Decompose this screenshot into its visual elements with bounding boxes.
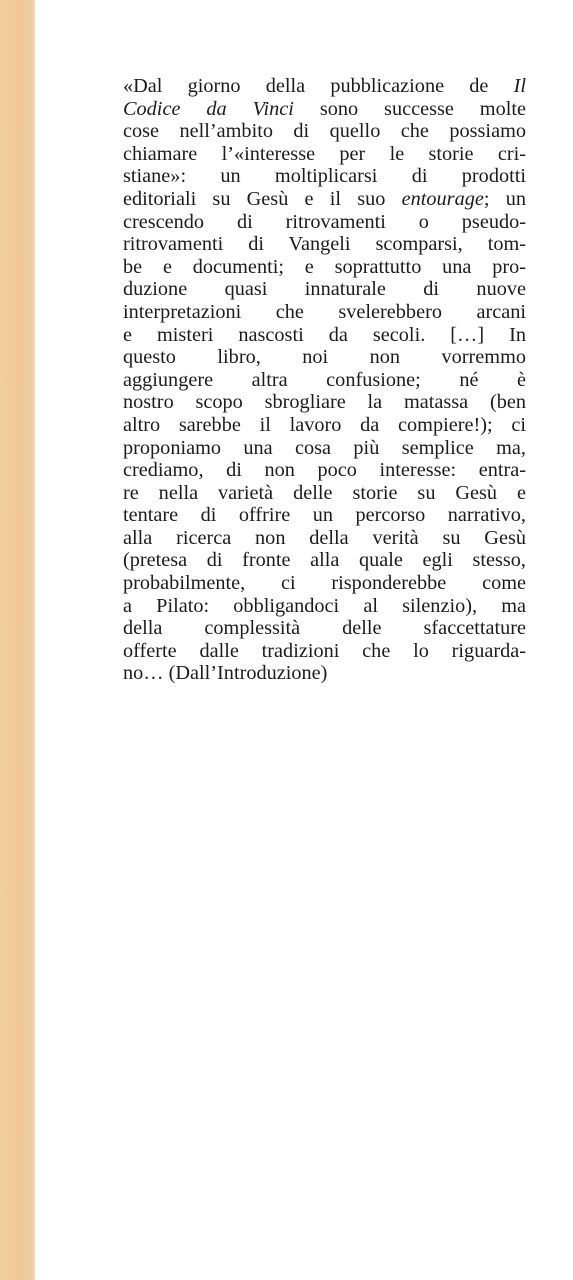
blurb-line <box>123 459 526 482</box>
blurb-text: ; un <box>483 187 526 210</box>
blurb-text: crediamo, di non poco interesse: entra- <box>123 459 526 482</box>
blurb-line <box>123 617 526 640</box>
blurb-text: offerte dalle tradizioni che lo riguarda- <box>123 639 526 662</box>
blurb-line <box>123 346 526 369</box>
blurb-line <box>123 414 526 437</box>
blurb-text: re nella varietà delle storie su Gesù e <box>123 481 526 504</box>
spine-edge <box>33 0 35 1280</box>
blurb-text: tentare di offrire un percorso narrativo, <box>123 504 526 527</box>
blurb-text: duzione quasi innaturale di nuove <box>123 278 526 301</box>
blurb-line <box>123 662 526 685</box>
blurb-text: stiane»: un moltiplicarsi di prodotti <box>123 165 526 188</box>
blurb-text: ritrovamenti di Vangeli scomparsi, tom- <box>123 233 526 256</box>
blurb-line <box>123 437 526 460</box>
blurb-line <box>123 504 526 527</box>
blurb-line <box>123 120 526 143</box>
blurb-text: no… (Dall’Introduzione) <box>123 662 328 685</box>
spine-strip <box>0 0 33 1280</box>
blurb-text: cose nell’ambito di quello che possiamo <box>123 120 526 143</box>
blurb-line <box>123 640 526 663</box>
blurb-text: chiamare l’«interesse per le storie cri- <box>123 142 526 165</box>
blurb-text: (pretesa di fronte alla quale egli stesso, <box>123 549 526 572</box>
blurb-text: questo libro, noi non vorremmo <box>123 346 526 369</box>
blurb-text: editoriali su Gesù e il suo <box>123 187 402 210</box>
blurb-line <box>123 75 526 98</box>
blurb-italic-text: Codice da Vinci <box>123 97 294 120</box>
blurb-line <box>123 549 526 572</box>
blurb-line <box>123 143 526 166</box>
blurb-line <box>123 324 526 347</box>
blurb-line <box>123 391 526 414</box>
blurb-text: aggiungere altra confusione; né è <box>123 368 526 391</box>
blurb-text: interpretazioni che svelerebbero arcani <box>123 300 526 323</box>
blurb-line <box>123 256 526 279</box>
blurb-text: nostro scopo sbrogliare la matassa (ben <box>123 391 526 414</box>
blurb-line <box>123 595 526 618</box>
blurb-text: be e documenti; e soprattutto una pro- <box>123 255 526 278</box>
blurb-text: e misteri nascosti da secoli. […] In <box>123 323 526 346</box>
blurb-text: sono successe molte <box>293 97 526 120</box>
blurb-text: crescendo di ritrovamenti o pseudo- <box>123 210 526 233</box>
blurb-italic-text: entourage <box>401 187 484 210</box>
blurb-line <box>123 233 526 256</box>
blurb-italic-text: Il <box>513 75 526 97</box>
blurb-text: alla ricerca non della verità su Gesù <box>123 526 526 549</box>
blurb-line <box>123 369 526 392</box>
blurb-line <box>123 572 526 595</box>
blurb-line <box>123 527 526 550</box>
blurb-text: a Pilato: obbligandoci al silenzio), ma <box>123 594 526 617</box>
blurb-line <box>123 188 526 211</box>
blurb-line <box>123 301 526 324</box>
blurb-line <box>123 165 526 188</box>
blurb-text: proponiamo una cosa più semplice ma, <box>123 436 526 459</box>
blurb-paragraph <box>123 75 526 685</box>
blurb-line <box>123 211 526 234</box>
blurb-line <box>123 278 526 301</box>
blurb-line <box>123 98 526 121</box>
blurb-text: probabilmente, ci risponderebbe come <box>123 572 526 595</box>
blurb-line <box>123 482 526 505</box>
blurb-text: «Dal giorno della pubblicazione de <box>123 75 514 97</box>
blurb-text: altro sarebbe il lavoro da compiere!); ci <box>123 413 526 436</box>
blurb-text: della complessità delle sfaccettature <box>123 617 526 640</box>
